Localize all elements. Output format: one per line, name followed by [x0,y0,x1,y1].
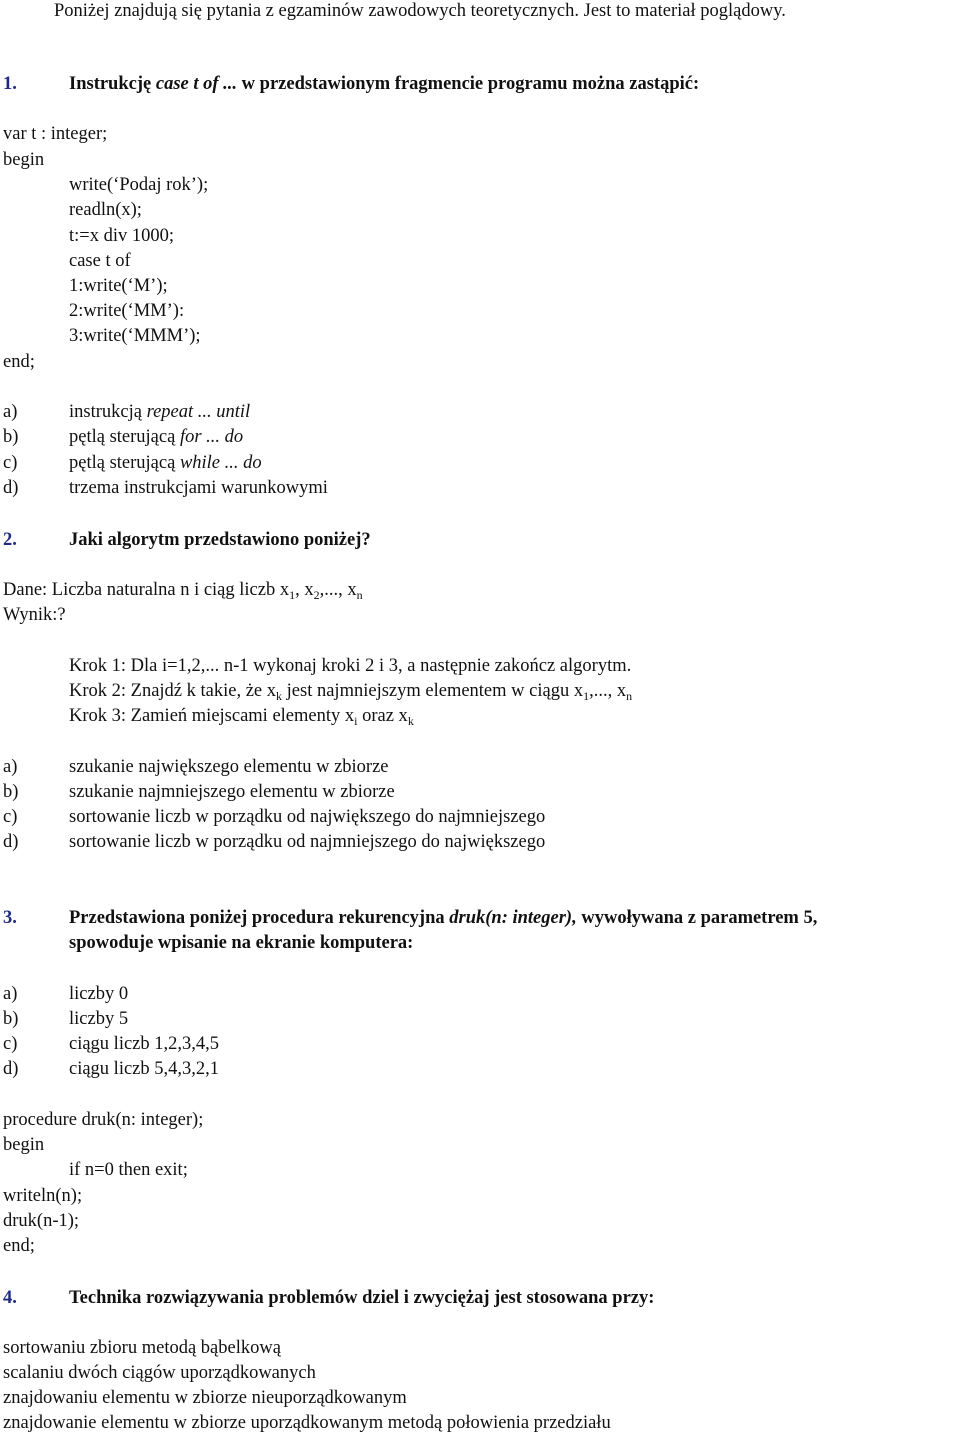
answer-option [3,806,545,828]
answer-label: a) [3,984,18,1004]
text-segment: Dane: Liczba naturalna n i ciąg liczb x [3,580,290,600]
question-number: 3. [3,908,17,928]
algorithm-step: Krok 1: Dla i=1,2,... n-1 wykonaj kroki 2 i 3, a następnie zakończ algorytm. [69,656,632,676]
code-line: readln(x); [69,200,142,220]
text-segment: ,..., x [589,681,627,701]
answer-option: sortowaniu zbioru metodą bąbelkową [3,1338,281,1358]
subscript: 2 [313,588,320,602]
code-line: t:=x div 1000; [69,226,174,246]
answer-option: scalaniu dwóch ciągów uporządkowanych [3,1363,316,1383]
answer-label: b) [3,782,19,802]
code-line: procedure druk(n: integer); [3,1110,204,1130]
subscript: i [354,714,358,728]
code-line: 2:write(‘MM’): [69,301,185,321]
answer-option [3,1033,219,1055]
answer-label: a) [3,757,18,777]
answer-label: d) [3,832,19,852]
answer-label: a) [3,402,18,422]
answer-text: liczby 0 [69,984,129,1004]
code-line: begin [3,150,45,170]
answer-label: b) [3,1009,19,1029]
answer-option [3,401,250,423]
answer-label: c) [3,1034,18,1054]
answer-label: d) [3,478,19,498]
answer-text-italic: repeat ... until [146,402,251,422]
answer-option [3,781,395,803]
question-text-italic: druk(n: integer), [449,908,577,928]
code-line: end; [3,352,35,372]
algorithm-step [69,705,414,727]
algorithm-output: Wynik:? [3,605,66,625]
answer-option [3,831,545,853]
code-line: druk(n-1); [3,1211,80,1231]
answer-text: liczby 5 [69,1009,129,1029]
answer-label: d) [3,1059,19,1079]
algorithm-step [69,680,632,702]
question-text: Jaki algorytm przedstawiono poniżej? [69,530,371,550]
question-number: 2. [3,530,17,550]
subscript: 1 [289,588,296,602]
answer-option: znajdowaniu elementu w zbiorze nieuporządkowanym [3,1388,407,1408]
text-segment: Krok 3: Zamień miejscami elementy x [69,706,355,726]
code-line: write(‘Podaj rok’); [69,175,209,195]
algorithm-input [3,579,363,601]
answer-option [3,756,389,778]
answer-label: c) [3,807,18,827]
text-segment: Krok 2: Znajdź k takie, że x [69,681,277,701]
answer-text: instrukcją [69,402,142,422]
answer-text: pętlą sterującą [69,453,176,473]
question-text: Przedstawiona poniżej procedura rekurencyjna [69,908,445,928]
answer-text: sortowanie liczb w porządku od największego do najmniejszego [69,807,546,827]
question-text: Technika rozwiązywania problemów dziel i zwyciężaj jest stosowana przy: [69,1288,655,1308]
subscript: n [356,588,363,602]
question-2-title [3,529,371,551]
page-header: Poniżej znajdują się pytania z egzaminów zawodowych teoretycznych. Jest to materiał poglądowy. [54,1,786,21]
answer-label: c) [3,453,18,473]
answer-text: pętlą sterującą [69,427,176,447]
code-line: 3:write(‘MMM’); [69,326,201,346]
question-text-italic: case t of ... [155,74,238,94]
code-line: if n=0 then exit; [69,1160,188,1180]
question-number: 4. [3,1288,17,1308]
answer-option [3,477,328,499]
text-segment: , x [295,580,314,600]
question-1-title [3,73,699,95]
answer-option [3,1008,128,1030]
subscript: k [407,714,414,728]
question-text: w przedstawionym fragmencie programu można zastąpić: [241,74,700,94]
answer-option [3,983,128,1005]
answer-text-italic: for ... do [179,427,244,447]
question-number: 1. [3,74,17,94]
code-line: var t : integer; [3,124,108,144]
question-text-continued: spowoduje wpisanie na ekranie komputera: [69,933,414,953]
question-4-title [3,1287,654,1309]
answer-label: b) [3,427,19,447]
text-segment: ,..., x [319,580,357,600]
code-line: 1:write(‘M’); [69,276,168,296]
code-line: writeln(n); [3,1186,83,1206]
subscript: k [276,689,283,703]
answer-option [3,1058,219,1080]
answer-option: znajdowanie elementu w zbiorze uporządkowanym metodą połowienia przedziału [3,1413,611,1433]
subscript: n [626,689,633,703]
answer-option [3,426,243,448]
question-3-title [3,907,817,929]
text-segment: oraz x [362,706,408,726]
answer-text: ciągu liczb 5,4,3,2,1 [69,1059,220,1079]
answer-text: sortowanie liczb w porządku od najmniejszego do największego [69,832,546,852]
answer-text: trzema instrukcjami warunkowymi [69,478,328,498]
question-text: wywoływana z parametrem 5, [581,908,818,928]
text-segment: jest najmniejszym elementem w ciągu x [286,681,584,701]
answer-text: ciągu liczb 1,2,3,4,5 [69,1034,220,1054]
subscript: 1 [583,689,590,703]
code-line: case t of [69,251,131,271]
code-line: begin [3,1135,45,1155]
answer-option [3,452,262,474]
question-text: Instrukcję [69,74,152,94]
answer-text: szukanie największego elementu w zbiorze [69,757,389,777]
code-line: end; [3,1236,35,1256]
answer-text-italic: while ... do [179,453,262,473]
answer-text: szukanie najmniejszego elementu w zbiorze [69,782,395,802]
